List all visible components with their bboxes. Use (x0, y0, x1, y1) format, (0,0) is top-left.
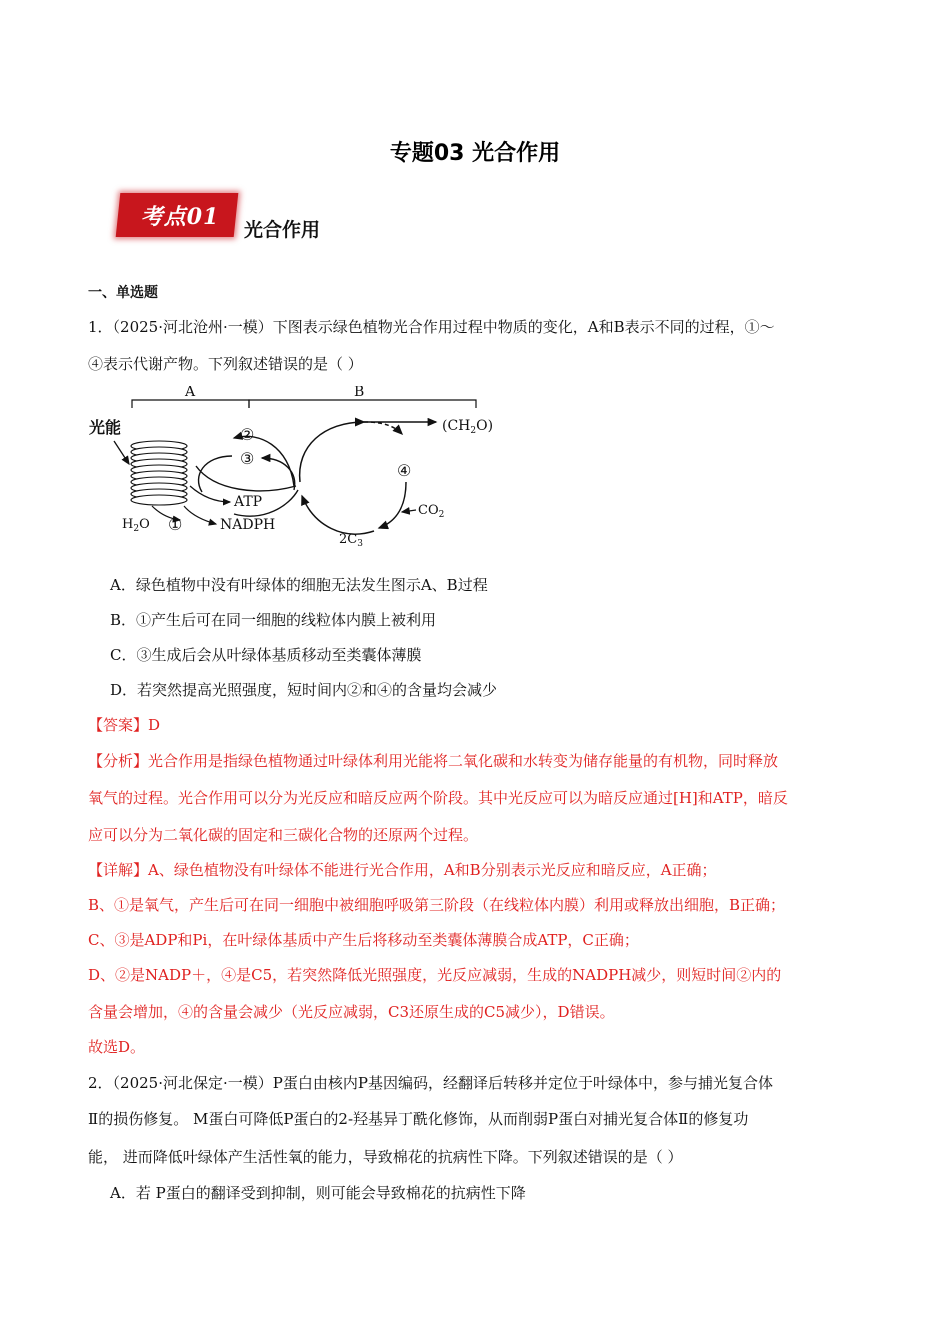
q2-option-a: A．若 P蛋白的翻译受到抑制，则可能会导致棉花的抗病性下降 (110, 1184, 526, 1202)
q2-stem-line2: Ⅱ的损伤修复。 M蛋白可降低P蛋白的2-羟基异丁酰化修饰，从而削弱P蛋白对捕光复合体Ⅱ的修复功 (88, 1110, 749, 1128)
question-type-heading: 一、单选题 (88, 285, 158, 301)
q1-detail-line5: 含量会增加，④的含量会减少（光反应减弱，C3还原生成的C5减少），D错误。 (88, 1003, 615, 1021)
q1-detail-line4: D、②是NADP＋，④是C5，若突然降低光照强度，光反应减弱，生成的NADPH减少，则短时间②内的 (88, 966, 782, 984)
h2o-label: $H_2O$ (122, 517, 150, 534)
atp-label: ATP (234, 494, 263, 510)
q1-detail-line3: C、③是ADP和Pi，在叶绿体基质中产生后将移动至类囊体薄膜合成ATP，C正确； (88, 931, 639, 949)
q1-detail-line1: 【详解】A、绿色植物没有叶绿体不能进行光合作用，A和B分别表示光反应和暗反应，A正确； (88, 861, 717, 879)
q1-stem-line2: ④表示代谢产物。下列叙述错误的是（ ） (88, 355, 363, 373)
light-label: 光能 (89, 418, 122, 437)
thylakoid-stack (131, 441, 187, 505)
nadph-label: NADPH (220, 517, 276, 533)
q1-option-a: A．绿色植物中没有叶绿体的细胞无法发生图示A、B过程 (110, 576, 488, 594)
co2-label: $CO_2$ (418, 503, 445, 520)
bracket-b (249, 400, 476, 408)
product-3: ③ (240, 449, 255, 468)
q1-analysis-line2: 氧气的过程。光合作用可以分为光反应和暗反应两个阶段。其中光反应可以为暗反应通过[H]和ATP，暗反 (88, 789, 788, 807)
cycle-top-arrow (300, 422, 364, 482)
light-arrow (114, 441, 129, 464)
q1-analysis-line1: 【分析】光合作用是指绿色植物通过叶绿体利用光能将二氧化碳和水转变为储存能量的有机物，同时释放 (88, 752, 779, 770)
bracket-a (132, 400, 249, 408)
label-b: B (354, 386, 365, 400)
product-2: ② (240, 425, 255, 444)
q1-option-c: C．③生成后会从叶绿体基质移动至类囊体薄膜 (110, 646, 422, 664)
topic-badge-label: 考点01 (140, 204, 220, 230)
ch2o-label: $(CH_2O)$ (442, 418, 494, 436)
product-4: ④ (397, 461, 412, 480)
q2-stem-line1: 2．（2025·河北保定·一模）P蛋白由核内P基因编码，经翻译后转移并定位于叶绿体中，参与捕光复合体 (88, 1074, 773, 1092)
q1-option-b: B．①产生后可在同一细胞的线粒体内膜上被利用 (110, 611, 437, 629)
page-title: 专题03 光合作用 (389, 141, 561, 166)
product-1: ① (168, 515, 183, 534)
label-a: A (185, 386, 196, 400)
q2-stem-line3: 能， 进而降低叶绿体产生活性氧的能力，导致棉花的抗病性下降。下列叙述错误的是（ ） (88, 1148, 683, 1166)
q1-analysis-line3: 应可以分为二氧化碳的固定和三碳化合物的还原两个过程。 (88, 826, 479, 844)
c3-label: $2C_3$ (339, 532, 363, 546)
q1-detail-conclusion: 故选D。 (88, 1038, 146, 1056)
q1-answer: 【答案】D (88, 716, 161, 734)
q1-detail-line2: B、①是氧气，产生后可在同一细胞中被细胞呼吸第三阶段（在线粒体内膜）利用或释放出细胞，B正确； (88, 896, 786, 914)
q1-stem-line1: 1．（2025·河北沧州·一模）下图表示绿色植物光合作用过程中物质的变化，A和B表示不同的过程，①～ (88, 318, 775, 336)
section-title: 光合作用 (244, 219, 321, 241)
photosynthesis-diagram (84, 386, 504, 546)
q1-option-d: D．若突然提高光照强度，短时间内②和④的含量均会减少 (110, 681, 498, 699)
